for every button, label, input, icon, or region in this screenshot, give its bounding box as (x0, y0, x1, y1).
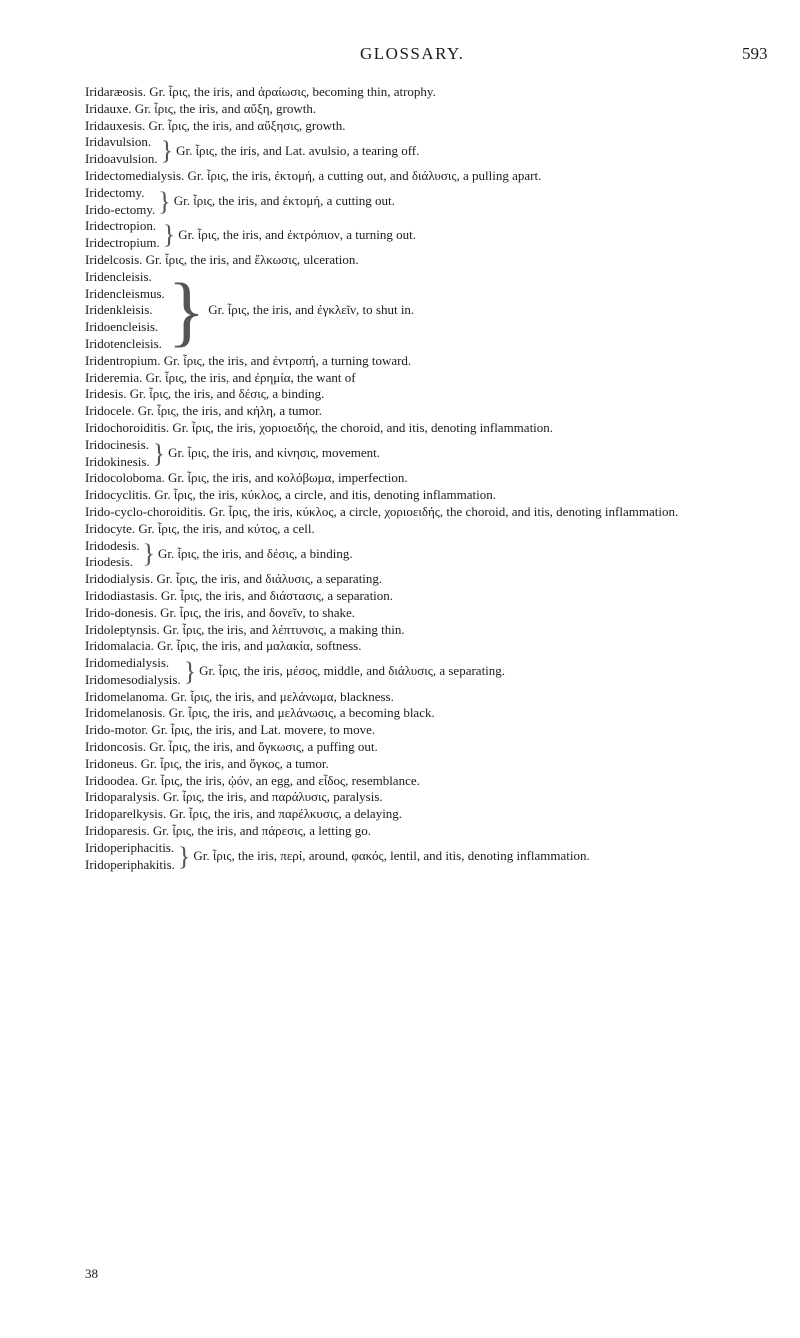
brace-icon: } (152, 438, 166, 468)
glossary-entry: Iridodiastasis. Gr. ἶρις, the iris, and διάστασις, a separation. (85, 587, 394, 603)
glossary-entry: Iridectomedialysis. Gr. ἶρις, the iris, ἐκτομή, a cutting out, and διάλυσις, a pulling apart. (85, 167, 542, 183)
glossary-entry: Iridoncosis. Gr. ἶρις, the iris, and ὄγκωσις, a puffing out. (85, 739, 378, 755)
glossary-entry-group (85, 538, 775, 572)
entry-definition: Gr. ἶρις, the iris, and ἐκτρόπιον, a turning out. (178, 226, 416, 242)
glossary-entry: Irido-donesis. Gr. ἶρις, the iris, and δονεῖν, to shake. (85, 604, 356, 620)
glossary-entry: Irideremia. Gr. ἶρις, the iris, and ἐρημία, the want of (85, 369, 356, 385)
glossary-entry: Iridocyclitis. Gr. ἶρις, the iris, κύκλος, a circle, and itis, denoting inflammation. (85, 487, 497, 503)
glossary-entry-group (85, 840, 775, 874)
entry-headword: Iridotencleisis. (85, 335, 162, 351)
glossary-entry: Iridoparesis. Gr. ἶρις, the iris, and πάρεσις, a letting go. (85, 823, 371, 839)
glossary-entry: Iridoodea. Gr. ἶρις, the iris, ᾠόν, an egg, and εἶδος, resemblance. (85, 772, 420, 788)
entry-headword: Iridectropium. (85, 235, 160, 251)
entry-headword: Iridoavulsion. (85, 151, 158, 167)
entry-headword: Irido-ectomy. (85, 201, 156, 217)
entry-definition: Gr. ἶρις, the iris, and Lat. avulsio, a tearing off. (176, 142, 420, 158)
entry-headword: Iridencleismus. (85, 285, 165, 301)
glossary-entry: Iridoparalysis. Gr. ἶρις, the iris, and παράλυσις, paralysis. (85, 789, 383, 805)
entry-headword: Iridenkleisis. (85, 302, 153, 318)
glossary-entry-group (85, 266, 775, 354)
entry-headword: Iridectropion. (85, 218, 157, 234)
entry-headword: Iridoencleisis. (85, 319, 159, 335)
glossary-entry-group (85, 655, 775, 689)
glossary-entry: Iridomelanoma. Gr. ἶρις, the iris, and μελάνωμα, blackness. (85, 688, 394, 704)
entry-headword: Iridoperiphakitis. (85, 856, 175, 872)
page-number: 593 (742, 44, 768, 63)
glossary-entry-group (85, 218, 775, 252)
entry-headword: Iridomedialysis. (85, 655, 170, 671)
entry-definition: Gr. ἶρις, the iris, and δέσις, a binding. (158, 545, 353, 561)
glossary-entry: Iridoleptynsis. Gr. ἶρις, the iris, and λέπτυνσις, a making thin. (85, 621, 405, 637)
brace-icon: } (142, 539, 156, 569)
glossary-entries (85, 84, 775, 873)
entry-headword: Iridocinesis. (85, 436, 149, 452)
brace-icon: } (160, 136, 174, 166)
glossary-entry: Iridentropium. Gr. ἶρις, the iris, and ἐντροπή, a turning toward. (85, 352, 412, 368)
glossary-entry: Iridomelanosis. Gr. ἶρις, the iris, and μελάνωσις, a becoming black. (85, 705, 435, 721)
entry-headword: Iridoperiphacitis. (85, 839, 175, 855)
glossary-entry: Iridocoloboma. Gr. ἶρις, the iris, and κολόβωμα, imperfection. (85, 470, 408, 486)
entry-headword: Iridomesodialysis. (85, 671, 181, 687)
brace-icon: } (177, 841, 191, 871)
glossary-entry: Iridocele. Gr. ἶρις, the iris, and κήλη, a tumor. (85, 403, 323, 419)
entry-definition: Gr. ἶρις, the iris, and ἐγκλεῖν, to shut in. (208, 302, 415, 318)
glossary-entry: Iridodialysis. Gr. ἶρις, the iris, and διάλυσις, a separating. (85, 571, 383, 587)
glossary-entry: Irido-cyclo-choroiditis. Gr. ἶρις, the iris, κύκλος, a circle, χοριοειδής, the choroid, and itis, denoting inflammation. (85, 503, 679, 519)
glossary-entry: Iridoneus. Gr. ἶρις, the iris, and ὄγκος, a tumor. (85, 755, 329, 771)
glossary-entry: Iridochoroiditis. Gr. ἶρις, the iris, χοριοειδής, the choroid, and itis, denoting inflammation. (85, 419, 554, 435)
glossary-entry: Iridoparelkysis. Gr. ἶρις, the iris, and παρέλκυσις, a delaying. (85, 806, 403, 822)
entry-definition: Gr. ἶρις, the iris, and ἐκτομή, a cutting out. (173, 193, 395, 209)
glossary-entry: Iridelcosis. Gr. ἶρις, the iris, and ἕλκωσις, ulceration. (85, 251, 359, 267)
glossary-entry-group (85, 134, 775, 168)
glossary-entry: Irido-motor. Gr. ἶρις, the iris, and Lat. movere, to move. (85, 722, 376, 738)
glossary-entry: Iridauxe. Gr. ἶρις, the iris, and αὔξη, growth. (85, 100, 317, 116)
entry-definition: Gr. ἶρις, the iris, μέσος, middle, and διάλυσις, a separating. (199, 663, 506, 679)
running-head: GLOSSARY. (360, 44, 465, 63)
sheet-signature: 38 (85, 1266, 98, 1281)
entry-headword: Iridencleisis. (85, 268, 152, 284)
glossary-entry: Iridaræosis. Gr. ἶρις, the iris, and ἀραίωσις, becoming thin, atrophy. (85, 84, 436, 99)
glossary-entry: Iridauxesis. Gr. ἶρις, the iris, and αὔξησις, growth. (85, 117, 346, 133)
entry-definition: Gr. ἶρις, the iris, περί, around, φακός, lentil, and itis, denoting inflammation. (193, 848, 590, 864)
glossary-entry-group (85, 185, 775, 219)
glossary-entry-group (85, 437, 775, 471)
brace-icon: } (162, 220, 176, 250)
glossary-entry: Iridocyte. Gr. ἶρις, the iris, and κύτος, a cell. (85, 520, 315, 536)
brace-icon: } (183, 656, 197, 686)
entry-headword: Iridodesis. (85, 537, 140, 553)
brace-icon: } (167, 266, 206, 354)
entry-headword: Iridokinesis. (85, 453, 150, 469)
glossary-entry: Iridesis. Gr. ἶρις, the iris, and δέσις, a binding. (85, 386, 325, 402)
brace-icon: } (158, 186, 171, 216)
entry-headword: Iridectomy. (85, 184, 145, 200)
entry-definition: Gr. ἶρις, the iris, and κίνησις, movement. (168, 445, 381, 461)
entry-headword: Iriodesis. (85, 554, 134, 570)
entry-headword: Iridavulsion. (85, 134, 152, 150)
glossary-entry: Iridomalacia. Gr. ἶρις, the iris, and μαλακία, softness. (85, 638, 362, 654)
